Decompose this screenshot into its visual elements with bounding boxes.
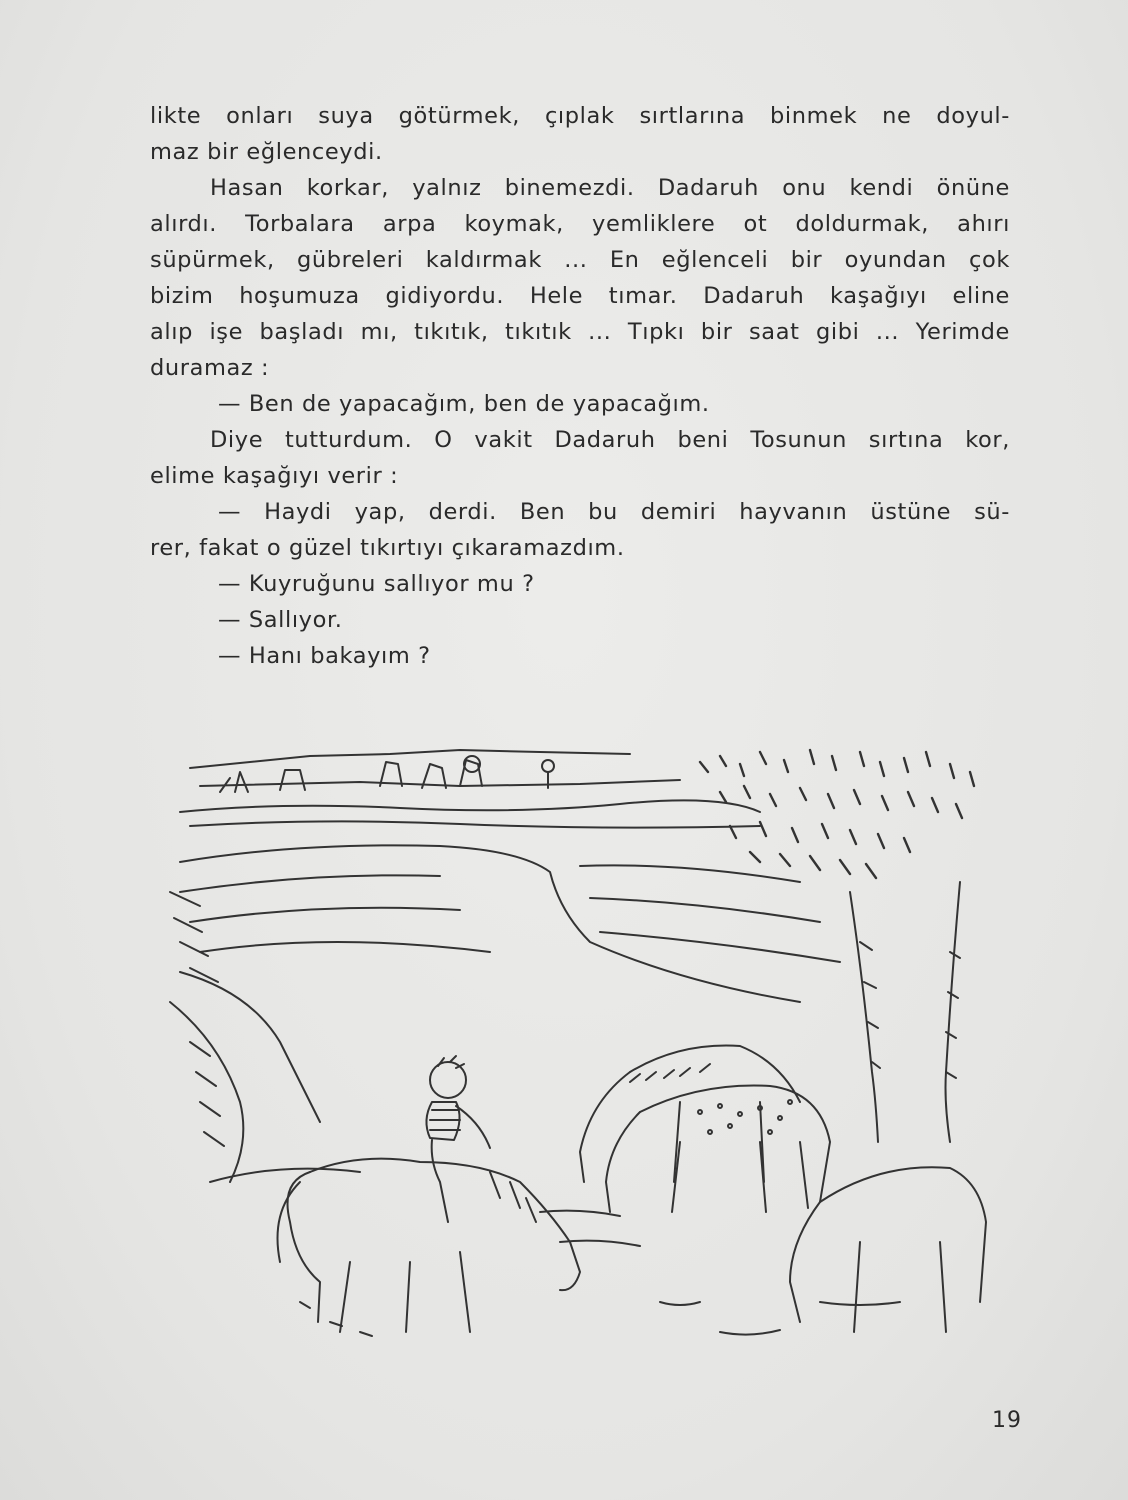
dialogue-line: — Kuyruğunu sallıyor mu ? <box>218 571 535 597</box>
body-text <box>150 98 1010 674</box>
dialogue-line: — Sallıyor. <box>218 607 343 633</box>
dialogue-line: — Hanı bakayım ? <box>218 643 431 669</box>
distant-landscape <box>180 750 760 828</box>
water-ripples <box>300 1211 900 1336</box>
text-line: maz bir eğlenceydi. <box>150 139 383 165</box>
text-line: alırdı. Torbalara arpa koymak, yemliklere ot doldurmak, ahırı <box>150 211 1010 237</box>
text-line: alıp işe başladı mı, tıkıtık, tıkıtık ... Tıpkı bir saat gibi ... Yerimde <box>150 319 1010 345</box>
text-line: Hasan korkar, yalnız binemezdi. Dadaruh onu kendi önüne <box>210 175 1010 201</box>
tree-trunk <box>850 882 960 1142</box>
text-line: duramaz : <box>150 355 270 381</box>
river-banks <box>170 845 840 1182</box>
page-number: 19 <box>992 1408 1022 1433</box>
text-line: elime kaşağıyı verir : <box>150 463 399 489</box>
ridden-horse <box>278 1159 581 1332</box>
spotted-horse <box>606 1086 830 1212</box>
dialogue-line: — Haydi yap, derdi. Ben bu demiri hayvanın üstüne sü- <box>218 499 1010 525</box>
dialogue-line: — Ben de yapacağım, ben de yapacağım. <box>218 391 710 417</box>
dark-horse <box>580 1046 800 1182</box>
text-line: süpürmek, gübreleri kaldırmak ... En eğlenceli bir oyundan çok <box>150 247 1010 273</box>
white-horse <box>790 1167 986 1332</box>
text-line: likte onları suya götürmek, çıplak sırtlarına binmek ne doyul- <box>150 103 1010 129</box>
boy-figure <box>426 1056 490 1222</box>
tree-canopy <box>700 750 974 878</box>
horses-drinking-illustration <box>160 742 1000 1352</box>
text-line: Diye tutturdum. O vakit Dadaruh beni Tosunun sırtına kor, <box>210 427 1010 453</box>
text-line: rer, fakat o güzel tıkırtıyı çıkaramazdım. <box>150 535 625 561</box>
text-line: bizim hoşumuza gidiyordu. Hele tımar. Dadaruh kaşağıyı eline <box>150 283 1010 309</box>
